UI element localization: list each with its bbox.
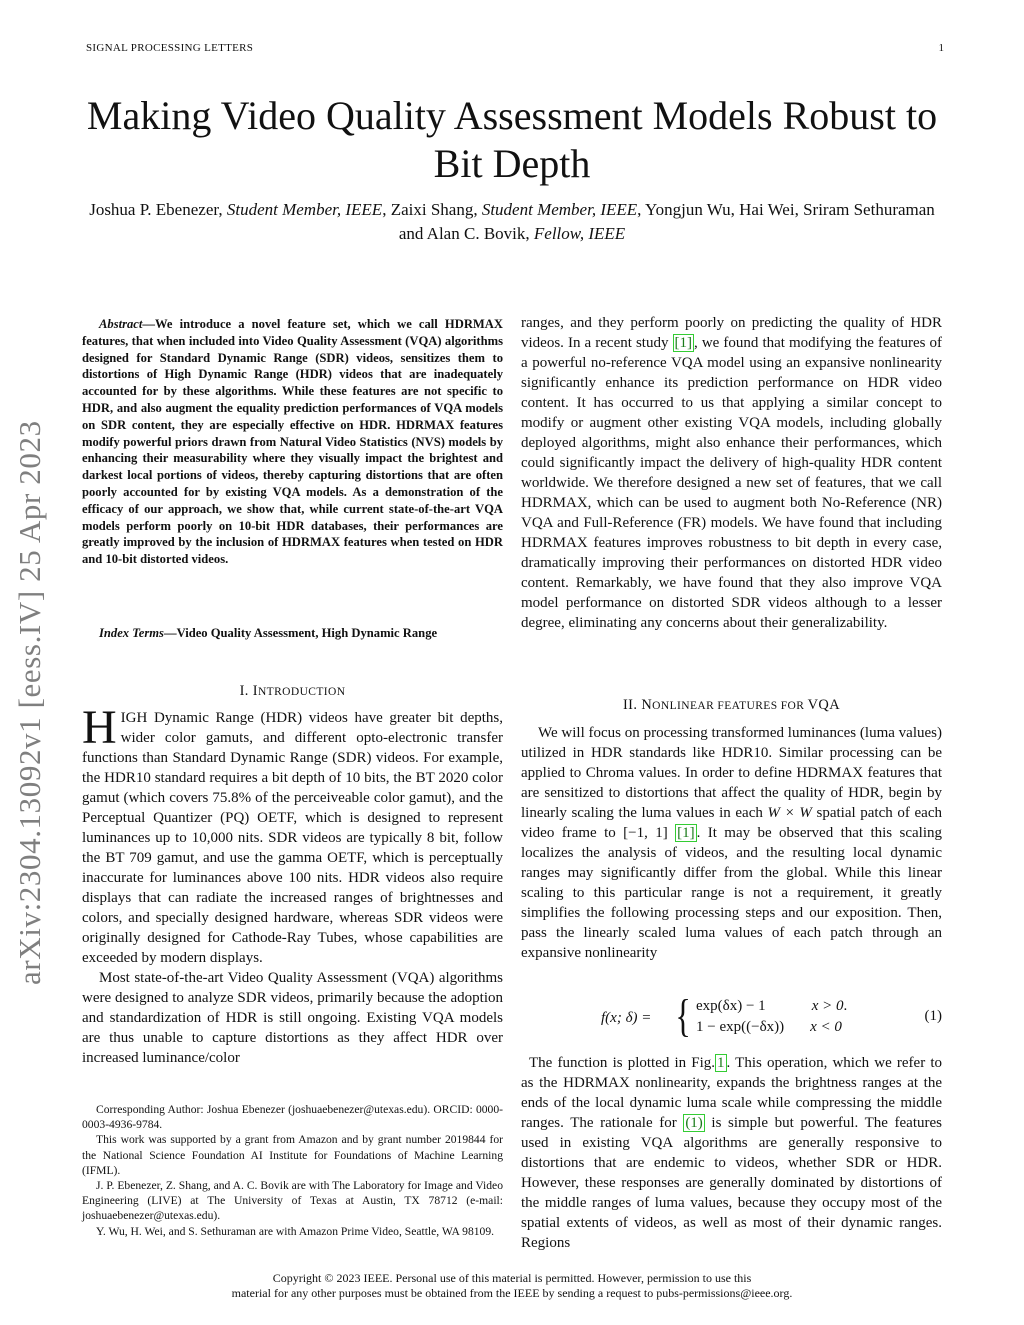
equation-number: (1) (924, 1008, 942, 1024)
copyright-line-1: Copyright © 2023 IEEE. Personal use of this material is permitted. However, permission to use this (272, 1271, 752, 1285)
section-1-numeral: I. (239, 683, 253, 699)
author-list (80, 198, 944, 246)
index-terms-label: Index Terms (99, 626, 164, 640)
equation-cases (696, 996, 847, 1038)
section-1-paragraph-1-text: IGH Dynamic Range (HDR) videos have greater bit depths, wider color gamuts, and different opto-electronic transfer functions than Standard Dynamic Range (SDR) videos. For example, the HDR10 standard requires a bit depth of 10 bits, the BT 2020 color gamut (which covers 75.8% of the perceiveable color gamut), and the Perceptual Quantizer (PQ) OETF, which is designed to represent luminances up to 10,000 nits. SDR videos are typically 8 bit, follow the BT 709 gamut, and use the gamma OETF, which is perceptually inaccurate for luminances above 100 nits. HDR videos also require displays that can radiate the increased ranges of brightnesses and colors, and specially designed hardware, whereas SDR videos were originally designed for Cathode-Ray Tubes, whose capabilities are exceeded by modern displays. (82, 710, 503, 966)
page-number: 1 (938, 42, 944, 54)
footnote-corresponding-author: Corresponding Author: Joshua Ebenezer (joshuaebenezer@utexas.edu). ORCID: 0000-0003-4936-9784. (82, 1103, 503, 1132)
citation-link[interactable]: [1] (674, 335, 693, 351)
s2-text-a: We will focus on processing transformed luminances (luma values) utilized in HDR standards like HDR10. Similar processing can be applied to Chroma values. In order to define HDRMAX features that are sensitized to distortions that affect the quality of HDR, begin by linearly scaling the luma values in each (521, 725, 942, 821)
intro-text-a: ranges, and they perform poorly on predicting the quality of HDR videos. In a recent study (521, 315, 942, 351)
index-terms-text: —Video Quality Assessment, High Dynamic Range (163, 626, 438, 640)
section-2-paragraph-1-text (521, 723, 942, 963)
section-1-heading (82, 683, 503, 700)
citation-link[interactable]: [1] (677, 825, 695, 841)
author-2-role: Student Member, IEEE (481, 200, 638, 219)
section-1-body (82, 701, 503, 1068)
equation-case-positive (696, 996, 847, 1017)
case-1-expression: exp(δx) − 1 (696, 998, 766, 1014)
footnote-affiliation-ut: J. P. Ebenezer, Z. Shang, and A. C. Bovik are with The Laboratory for Image and Video Engineering (LIVE) at The University of Texas at Austin, TX 78712 (e-mail: joshuaebenezer@utexas.edu). (82, 1179, 503, 1223)
equation-case-negative (696, 1017, 847, 1038)
figure-link[interactable]: 1 (717, 1055, 725, 1071)
section-1-paragraph-2: Most state-of-the-art Video Quality Assessment (VQA) algorithms were designed to analyze SDR videos, primarily because the adoption and standardization of HDR is still ongoing. Existing VQA models are thus unable to capture distortions as they affect HDR over increased luminance/color (82, 970, 503, 1066)
section-1-heading-first: I (252, 683, 258, 699)
section-2-numeral: II. (622, 697, 642, 713)
paper-title: Making Video Quality Assessment Models Robust to Bit Depth (86, 93, 938, 186)
author-2: , Zaixi Shang, (382, 200, 482, 219)
equation-link[interactable]: (1) (685, 1115, 703, 1131)
equation-1 (521, 990, 942, 1042)
section-2-heading-rest: ONLINEAR FEATURES FOR (652, 700, 808, 712)
copyright-notice (80, 1271, 944, 1301)
range-math: [−1, 1] (623, 825, 668, 841)
abstract (82, 316, 503, 568)
author-1-role: Student Member, IEEE (226, 200, 383, 219)
equation-period: . (843, 998, 848, 1014)
section-2-paragraph-1 (521, 723, 942, 963)
footnotes (82, 1102, 503, 1239)
section-2-heading (521, 697, 942, 714)
running-head: SIGNAL PROCESSING LETTERS (86, 42, 254, 54)
author-3-role: Fellow, IEEE (533, 224, 626, 243)
section-2-heading-first: N (641, 697, 653, 713)
intro-text-b: , we found that modifying the features of a powerful no-reference VQA model using an expansive nonlinearity significantly enhance its prediction performance on HDR video content. It has occurred to us that applying a similar concept to modify or augment other existing VQA models, including globally deployed algorithms, might also enhance their performances, which could significantly impact the delivery of high-quality HDR content worldwide. We therefore designed a new set of features, that we call HDRMAX, which can be used to augment both No-Reference (NR) VQA and Full-Reference (FR) models. We have found that including HDRMAX features improves robustness to bit depth in every case, dramatically improving their performances on distorted HDR video content. Remarkably, we have found that they also improve VQA model performance on distorted SDR videos although to a lesser degree, eliminating any concerns about their generalizability. (521, 335, 942, 631)
s2-text-b: spatial patch of each video frame to (521, 805, 942, 841)
intro-continuation (521, 313, 942, 633)
intro-continuation-paragraph (521, 313, 942, 633)
s2p2-text-b: . This operation, which we refer to as the HDRMAX nonlinearity, expands the brightness ranges at the ends of the local dynamic luma scale while compressing the middle ranges. The rationale for (521, 1055, 942, 1131)
s2-text-d: . It may be observed that this scaling localizes the analysis of videos, and the resulting local dynamic ranges may significantly differ from the global. While this linear scaling to this particular range is not a requirement, it greatly simplifies the following processing steps and our exposition. Then, pass the linearly scaled luma values of each patch through an expansive nonlinearity (521, 825, 943, 961)
section-2-heading-tail: VQA (807, 697, 840, 713)
author-3: , Yongjun Wu, Hai Wei, Sriram Sethuraman and Alan C. Bovik, (398, 200, 935, 243)
index-terms (82, 625, 503, 642)
section-2-paragraph-2-text (521, 1053, 942, 1253)
case-2-condition-text: x < 0 (810, 1019, 842, 1035)
case-1-condition (812, 996, 848, 1017)
s2-text-c (668, 825, 675, 841)
s2p2-text-a: The function is plotted in Fig. (529, 1055, 716, 1071)
equation-brace: { (675, 990, 691, 1041)
case-1-condition-text: x > 0 (811, 998, 844, 1014)
section-1-paragraph-1 (82, 701, 503, 968)
abstract-label: Abstract (99, 317, 143, 331)
abstract-text: —We introduce a novel feature set, which we call HDRMAX features, that when included into Video Quality Assessment (VQA) algorithms designed for Standard Dynamic Range (SDR) videos, sensitizes them to distortions of High Dynamic Range (HDR) videos that are inadequately accounted for by these algorithms. While these features are not specific to HDR, and also augment the equality prediction performances of VQA models on SDR content, they are especially effective on HDR. HDRMAX features modify powerful priors drawn from Natural Video Statistics (NVS) models by enhancing their measurability where they visually impact the brightest and darkest local portions of videos, thereby capturing distortions that are often poorly accounted for by existing VQA models. As a demonstration of the efficacy of our approach, we show that, while current state-of-the-art VQA models perform poorly on 10-bit HDR databases, their performances are greatly improved by the inclusion of HDRMAX features when tested on HDR and 10-bit distorted videos. (82, 317, 503, 567)
case-2-condition (810, 1017, 842, 1038)
case-2-expression: 1 − exp((−δx)) (696, 1019, 785, 1035)
footnote-affiliation-amazon: Y. Wu, H. Wei, and S. Sethuraman are with Amazon Prime Video, Seattle, WA 98109. (96, 1224, 495, 1238)
s2p2-text-c: is simple but powerful. The features used in existing VQA algorithms are generally responsive to distortions that are endemic to videos, whether SDR or HDR. However, these responses are generally dominated by distortions of the middle ranges of luma values, because they occupy most of the spatial extents of videos, as well as most of their dynamic ranges. Regions (521, 1115, 942, 1251)
equation-lhs: f(x; δ) = (601, 1010, 652, 1026)
copyright-line-2: material for any other purposes must be obtained from the IEEE by sending a request to pubs-permissions@ieee.org. (231, 1286, 793, 1300)
author-1: Joshua P. Ebenezer, (89, 200, 227, 219)
section-1-heading-rest: NTRODUCTION (257, 686, 346, 698)
dropcap-letter: H (82, 701, 117, 754)
footnote-funding: This work was supported by a grant from Amazon and by grant number 2019844 for the National Science Foundation AI Institute for Foundations of Machine Learning (IFML). (82, 1133, 503, 1177)
section-2-paragraph-2 (521, 1053, 942, 1253)
arxiv-identifier-stamp[interactable]: arXiv:2304.13092v1 [eess.IV] 25 Apr 2023 (12, 420, 47, 985)
patch-size-math: W × W (767, 805, 812, 821)
